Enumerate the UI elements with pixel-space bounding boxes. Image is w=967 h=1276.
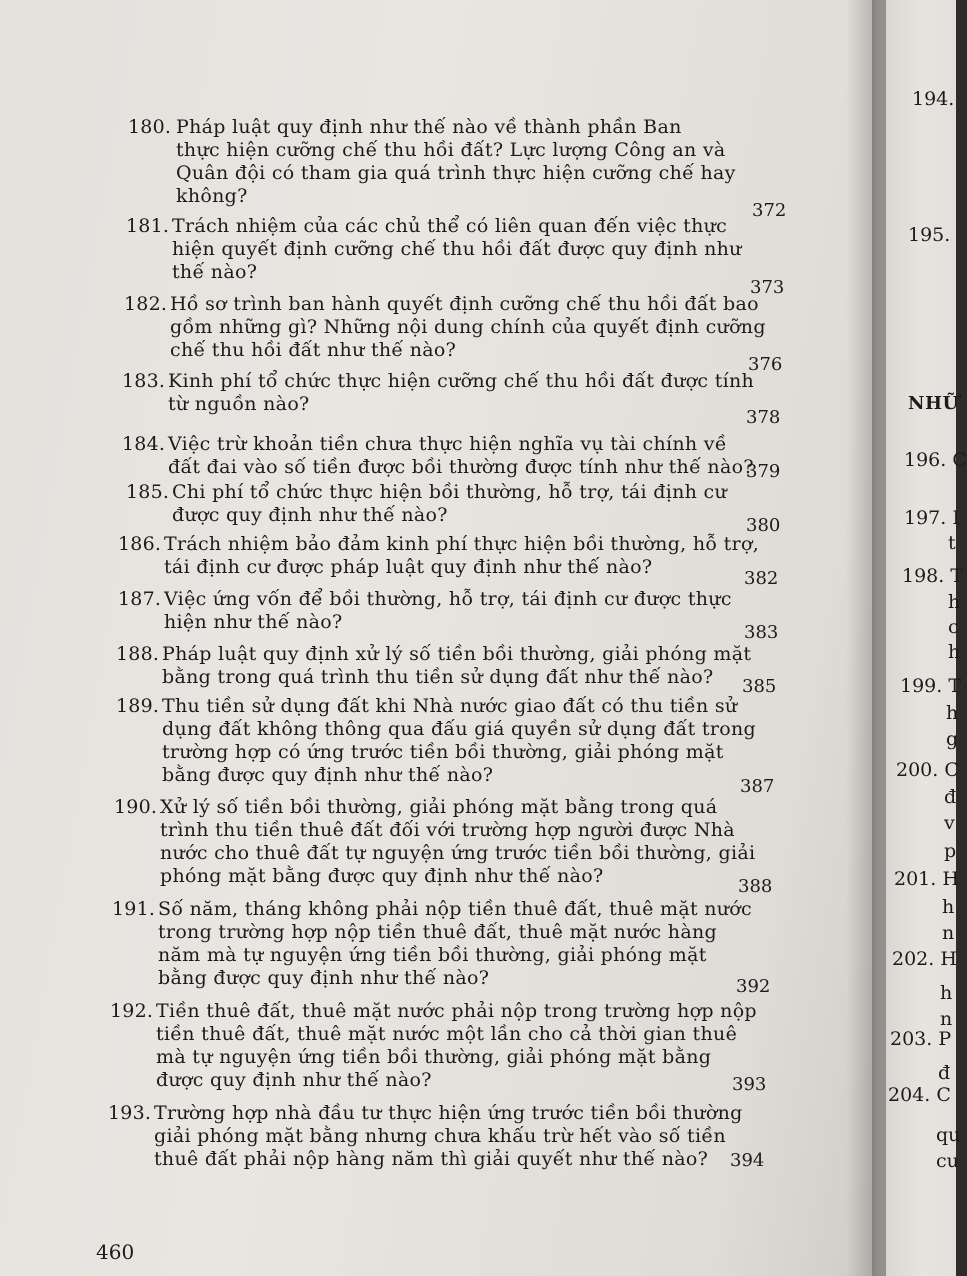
right-entry-line: n: [940, 1008, 953, 1030]
right-section-heading: NHỮ: [908, 393, 959, 414]
entry-page-number: 392: [736, 976, 771, 997]
right-entry-line: 203. P: [890, 1028, 952, 1050]
right-entry-line: cu: [936, 1150, 959, 1172]
page-number: 460: [96, 1240, 135, 1264]
entry-question: Tiền thuê đất, thuê mặt nước phải nộp trong trường hợp nộp tiền thuê đất, thuê mặt nước một lần cho cả thời gian thuê mà tự nguyện ứng tiền bồi thường, giải phóng mặt bằng được quy định như thế nào?: [156, 1000, 757, 1091]
toc-entry-191[interactable]: [112, 898, 772, 998]
entry-question: Xử lý số tiền bồi thường, giải phóng mặt bằng trong quá trình thu tiền thuê đất đối với trường hợp người được Nhà nước cho thuê đất tự nguyện ứng trước tiền bồi thường, giải phóng mặt bằng được quy định như thế nào?: [160, 796, 756, 887]
toc-entry-180[interactable]: [128, 116, 788, 224]
entry-page-number: 376: [748, 354, 783, 375]
entry-number: 190.: [114, 796, 158, 818]
entry-page-number: 388: [738, 876, 773, 897]
entry-number: 181.: [126, 215, 170, 237]
right-entry-line: h: [940, 982, 953, 1004]
entry-question: Số năm, tháng không phải nộp tiền thuê đất, thuê mặt nước trong trường hợp nộp tiền thuê đất, thuê mặt nước hàng năm mà tự nguyện ứng tiền bồi thường, giải phóng mặt bằng được quy định như thế nào?: [158, 898, 752, 989]
right-entry-line: 202. H: [892, 948, 957, 970]
entry-number: 191.: [112, 898, 156, 920]
right-entry-line: h: [948, 591, 961, 613]
entry-number: 193.: [108, 1102, 152, 1124]
entry-number: 187.: [118, 588, 162, 610]
toc-entry-181[interactable]: [126, 215, 786, 298]
right-entry-number: 195.: [908, 224, 951, 246]
right-entry-line: c: [948, 616, 959, 638]
toc-entry-193[interactable]: [108, 1102, 768, 1182]
right-entry-line: 199. T: [900, 675, 962, 697]
entry-number: 185.: [126, 481, 170, 503]
right-entry-line: h: [942, 896, 955, 918]
right-entry-line: n: [942, 922, 955, 944]
right-page: [872, 0, 967, 1276]
entry-question: Trách nhiệm bảo đảm kinh phí thực hiện bồi thường, hỗ trợ, tái định cư được pháp luật quy định như thế nào?: [164, 533, 760, 578]
entry-page-number: 382: [744, 568, 779, 589]
entry-number: 186.: [118, 533, 162, 555]
entry-question: Pháp luật quy định xử lý số tiền bồi thường, giải phóng mặt bằng trong quá trình thu tiền sử dụng đất như thế nào?: [162, 643, 752, 688]
right-entry-line: 204. C: [888, 1084, 951, 1106]
entry-question: Trách nhiệm của các chủ thể có liên quan đến việc thực hiện quyết định cưỡng chế thu hồi đất được quy định như thế nào?: [172, 215, 742, 283]
entry-page-number: 385: [742, 676, 777, 697]
entry-page-number: 372: [752, 200, 787, 221]
right-entry-line: 201. H: [894, 868, 959, 890]
entry-page-number: 383: [744, 622, 779, 643]
right-entry-line: đ: [944, 786, 957, 808]
toc-entry-183[interactable]: [122, 370, 782, 426]
entry-page-number: 378: [746, 407, 781, 428]
right-entry-line: v: [944, 812, 955, 834]
entry-page-number: 379: [746, 461, 781, 482]
toc-entry-187[interactable]: [118, 588, 778, 644]
right-entry-line: 196. C: [904, 449, 967, 471]
toc-entry-192[interactable]: [110, 1000, 770, 1100]
right-entry-line: g: [946, 728, 959, 750]
toc-entry-188[interactable]: [116, 643, 776, 699]
right-entry-line: đ: [938, 1062, 951, 1084]
right-entry-line: p: [944, 840, 957, 862]
entry-number: 188.: [116, 643, 160, 665]
entry-page-number: 373: [750, 277, 785, 298]
entry-page-number: 393: [732, 1074, 767, 1095]
entry-page-number: 387: [740, 776, 775, 797]
toc-entry-186[interactable]: [118, 533, 778, 589]
entry-number: 180.: [128, 116, 172, 138]
entry-question: Trường hợp nhà đầu tư thực hiện ứng trước tiền bồi thường giải phóng mặt bằng nhưng chưa khấu trừ hết vào số tiền thuê đất phải nộp hàng năm thì giải quyết như thế nào?: [154, 1102, 743, 1170]
toc-entry-185[interactable]: [126, 481, 786, 537]
entry-question: Thu tiền sử dụng đất khi Nhà nước giao đất có thu tiền sử dụng đất không thông qua đấu giá quyền sử dụng đất trong trường hợp có ứng trước tiền bồi thường, giải phóng mặt bằng được quy định như thế nào?: [162, 695, 756, 786]
right-entry-line: 197. I: [904, 507, 960, 529]
entry-number: 182.: [124, 293, 168, 315]
entry-number: 184.: [122, 433, 166, 455]
entry-question: Việc ứng vốn để bồi thường, hỗ trợ, tái định cư được thực hiện như thế nào?: [164, 588, 732, 633]
entry-question: Hồ sơ trình ban hành quyết định cưỡng chế thu hồi đất bao gồm những gì? Những nội dung chính của quyết định cưỡng chế thu hồi đất như thế nào?: [170, 293, 766, 361]
right-entry-line: h: [946, 702, 959, 724]
entry-number: 183.: [122, 370, 166, 392]
right-entry-line: 198. T: [902, 565, 964, 587]
entry-page-number: 380: [746, 515, 781, 536]
right-entry-line: qu: [936, 1124, 961, 1146]
entry-question: Kinh phí tổ chức thực hiện cưỡng chế thu hồi đất được tính từ nguồn nào?: [168, 370, 755, 415]
entry-number: 189.: [116, 695, 160, 717]
right-entry-line: h: [948, 641, 961, 663]
entry-page-number: 394: [730, 1150, 765, 1171]
toc-entry-189[interactable]: [116, 695, 776, 795]
right-entry-number: 194.: [912, 88, 955, 110]
entry-question: Việc trừ khoản tiền chưa thực hiện nghĩa vụ tài chính về đất đai vào số tiền được bồi thường được tính như thế nào?: [168, 433, 754, 478]
toc-entry-182[interactable]: [124, 293, 784, 373]
entry-question: Chi phí tổ chức thực hiện bồi thường, hỗ trợ, tái định cư được quy định như thế nào?: [172, 481, 727, 526]
right-entry-line: t: [948, 532, 956, 554]
entry-question: Pháp luật quy định như thế nào về thành phần Ban thực hiện cưỡng chế thu hồi đất? Lực lượng Công an và Quân đội có tham gia quá trình thực hiện cưỡng chế hay không?: [176, 116, 736, 207]
toc-entry-190[interactable]: [114, 796, 774, 896]
right-entry-line: 200. C: [896, 759, 959, 781]
entry-number: 192.: [110, 1000, 154, 1022]
